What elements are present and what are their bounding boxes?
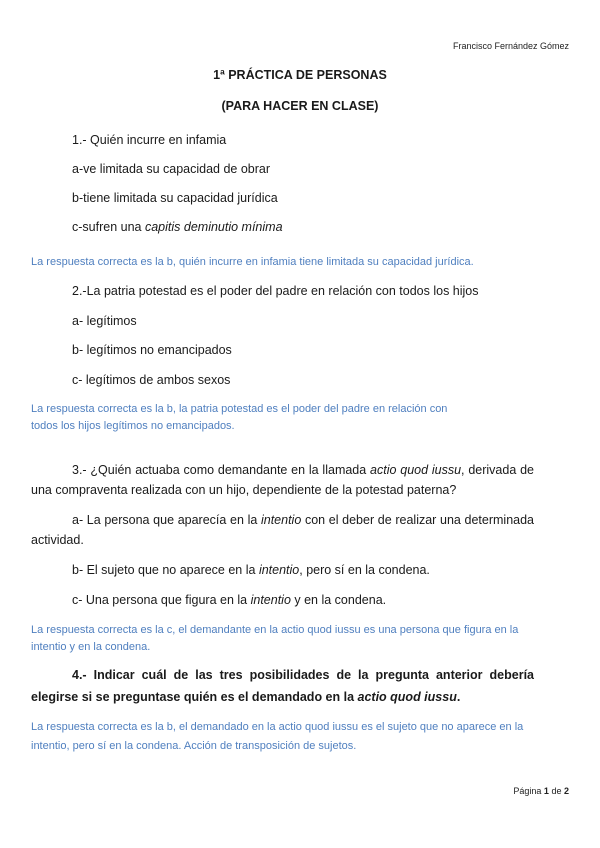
q3-answer-line-1: La respuesta correcta es la c, el demandante en la actio quod iussu es una persona que figura en la bbox=[31, 624, 519, 636]
page-title: 1ª PRÁCTICA DE PERSONAS bbox=[213, 68, 387, 82]
q3-answer-line-2: intentio y en la condena. bbox=[31, 641, 151, 653]
document-author: Francisco Fernández Gómez bbox=[452, 41, 569, 51]
q3-option-c: c- Una persona que figura en la intentio y en la condena. bbox=[72, 593, 387, 607]
q4-answer-line-2: intentio, pero sí en la condena. Acción de transposición de sujetos. bbox=[31, 740, 357, 752]
q1-option-c: c-sufren una capitis deminutio mínima bbox=[72, 220, 283, 234]
q2-question: 2.-La patria potestad es el poder del padre en relación con todos los hijos bbox=[72, 284, 479, 298]
q4-answer-line-1: La respuesta correcta es la b, el demandado en la actio quod iussu es el sujeto que no aparece en la bbox=[31, 721, 524, 733]
page-number: Página 1 de 2 bbox=[513, 786, 569, 796]
q4-question: 4.- Indicar cuál de las tres posibilidades de la pregunta anterior debería elegirse si se preguntase quién es el demandado en la actio quod iussu. bbox=[31, 668, 534, 704]
q2-option-b: b- legítimos no emancipados bbox=[72, 343, 232, 357]
q1-option-b: b-tiene limitada su capacidad jurídica bbox=[72, 191, 278, 205]
q2-answer-line-2: todos los hijos legítimos no emancipados. bbox=[31, 420, 235, 432]
q1-question: 1.- Quién incurre en infamia bbox=[72, 133, 227, 147]
q1-option-a: a-ve limitada su capacidad de obrar bbox=[72, 162, 271, 176]
q3-option-a: a- La persona que aparecía en la intentio con el deber de realizar una determinada actividad. bbox=[31, 513, 534, 547]
q2-option-a: a- legítimos bbox=[72, 314, 137, 328]
q2-answer-line-1: La respuesta correcta es la b, la patria potestad es el poder del padre en relación con bbox=[31, 403, 448, 415]
q3-question: 3.- ¿Quién actuaba como demandante en la llamada actio quod iussu, derivada de una compraventa realizada con un hijo, dependiente de la potestad paterna? bbox=[31, 463, 534, 497]
page-subtitle: (PARA HACER EN CLASE) bbox=[221, 99, 379, 113]
q2-option-c: c- legítimos de ambos sexos bbox=[72, 373, 231, 387]
q3-option-b: b- El sujeto que no aparece en la intentio, pero sí en la condena. bbox=[72, 563, 430, 577]
q1-answer: La respuesta correcta es la b, quién incurre en infamia tiene limitada su capacidad jurídica. bbox=[31, 256, 474, 268]
